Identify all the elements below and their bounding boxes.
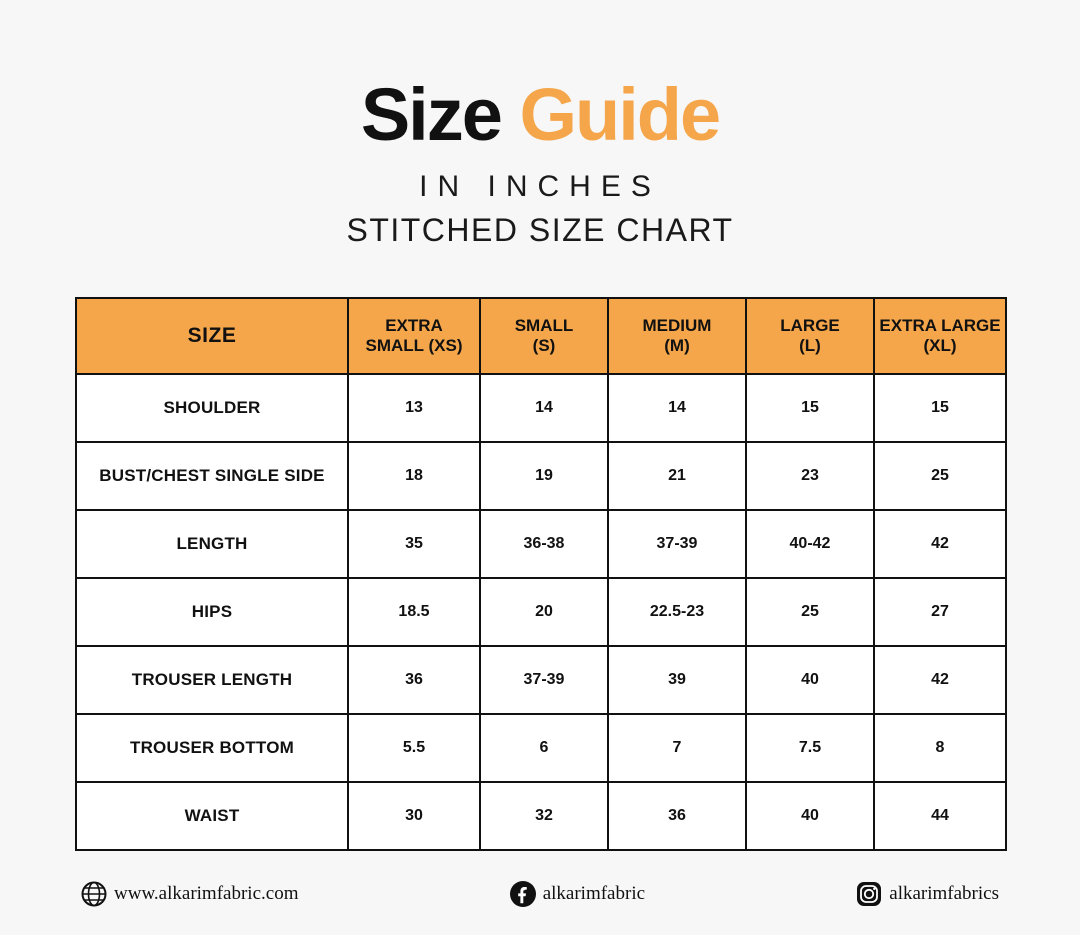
- page-title: [0, 73, 1080, 156]
- cell-length-m: 37-39: [608, 510, 746, 578]
- instagram-icon: [856, 881, 882, 907]
- cell-trouser-bottom-s: 6: [480, 714, 608, 782]
- table-header-row: [76, 298, 1006, 374]
- cell-hips-xl: 27: [874, 578, 1006, 646]
- cell-hips-m: 22.5-23: [608, 578, 746, 646]
- cell-bust-m: 21: [608, 442, 746, 510]
- column-header-size: [76, 298, 348, 374]
- cell-shoulder-xl: 15: [874, 374, 1006, 442]
- column-header-m: [608, 298, 746, 374]
- footer-website[interactable]: [81, 881, 298, 907]
- cell-trouser-length-l: 40: [746, 646, 874, 714]
- table-row: [76, 510, 1006, 578]
- footer-facebook-text: alkarimfabric: [542, 883, 646, 904]
- column-header-s: [480, 298, 608, 374]
- cell-length-xl: 42: [874, 510, 1006, 578]
- footer-facebook[interactable]: [510, 881, 645, 907]
- cell-length-l: 40-42: [746, 510, 874, 578]
- cell-waist-m: 36: [608, 782, 746, 850]
- title-word-guide: Guide: [519, 73, 720, 156]
- cell-hips-xs: 18.5: [348, 578, 480, 646]
- cell-trouser-length-xs: 36: [348, 646, 480, 714]
- row-label-trouser-length: TROUSER LENGTH: [76, 646, 348, 714]
- row-label-hips: HIPS: [76, 578, 348, 646]
- size-table-body: [76, 374, 1006, 850]
- cell-shoulder-s: 14: [480, 374, 608, 442]
- cell-length-xs: 35: [348, 510, 480, 578]
- table-row: [76, 442, 1006, 510]
- subtitle-chart-type: STITCHED SIZE CHART: [346, 212, 734, 248]
- cell-waist-xl: 44: [874, 782, 1006, 850]
- column-header-s-line-1: SMALL: [514, 316, 574, 336]
- row-label-shoulder: SHOULDER: [76, 374, 348, 442]
- column-header-xs-line-1: EXTRA: [385, 316, 443, 336]
- row-label-bust-chest: BUST/CHEST SINGLE SIDE: [76, 442, 348, 510]
- cell-length-s: 36-38: [480, 510, 608, 578]
- cell-hips-s: 20: [480, 578, 608, 646]
- cell-trouser-length-s: 37-39: [480, 646, 608, 714]
- cell-shoulder-m: 14: [608, 374, 746, 442]
- subtitle-units: IN INCHES: [419, 170, 661, 203]
- footer-contacts: [75, 881, 1005, 907]
- cell-trouser-length-m: 39: [608, 646, 746, 714]
- column-header-l: [746, 298, 874, 374]
- cell-trouser-bottom-m: 7: [608, 714, 746, 782]
- column-header-m-line-2: (M): [664, 336, 690, 355]
- cell-bust-l: 23: [746, 442, 874, 510]
- column-header-xs: [348, 298, 480, 374]
- cell-hips-l: 25: [746, 578, 874, 646]
- page-header: [0, 0, 1080, 249]
- table-row: [76, 714, 1006, 782]
- footer-website-text: www.alkarimfabric.com: [114, 883, 299, 904]
- cell-bust-xl: 25: [874, 442, 1006, 510]
- footer-instagram-text: alkarimfabrics: [889, 883, 999, 904]
- size-table-head: [76, 298, 1006, 374]
- globe-icon: [81, 881, 107, 907]
- cell-bust-s: 19: [480, 442, 608, 510]
- cell-shoulder-l: 15: [746, 374, 874, 442]
- cell-bust-xs: 18: [348, 442, 480, 510]
- row-label-trouser-bottom: TROUSER BOTTOM: [76, 714, 348, 782]
- row-label-waist: WAIST: [76, 782, 348, 850]
- column-header-s-line-2: (S): [532, 336, 556, 355]
- footer-instagram[interactable]: [856, 881, 999, 907]
- row-label-length: LENGTH: [76, 510, 348, 578]
- cell-trouser-bottom-l: 7.5: [746, 714, 874, 782]
- cell-waist-s: 32: [480, 782, 608, 850]
- table-row: [76, 374, 1006, 442]
- column-header-xl-line-1: EXTRA LARGE: [879, 316, 1001, 336]
- cell-waist-l: 40: [746, 782, 874, 850]
- cell-trouser-length-xl: 42: [874, 646, 1006, 714]
- table-row: [76, 646, 1006, 714]
- cell-waist-xs: 30: [348, 782, 480, 850]
- column-header-xl-line-2: (XL): [923, 336, 957, 355]
- column-header-l-line-2: (L): [799, 336, 821, 355]
- table-row: [76, 578, 1006, 646]
- column-header-xs-line-2: SMALL (XS): [365, 336, 463, 355]
- title-word-size: Size: [360, 73, 501, 156]
- size-table-container: [75, 297, 1005, 851]
- table-row: [76, 782, 1006, 850]
- column-header-m-line-1: MEDIUM: [642, 316, 712, 336]
- cell-trouser-bottom-xl: 8: [874, 714, 1006, 782]
- column-header-xl: [874, 298, 1006, 374]
- facebook-icon: [510, 881, 536, 907]
- column-header-l-line-1: LARGE: [780, 316, 840, 336]
- cell-shoulder-xs: 13: [348, 374, 480, 442]
- size-table: [75, 297, 1007, 851]
- cell-trouser-bottom-xs: 5.5: [348, 714, 480, 782]
- column-header-size-line-1: SIZE: [187, 323, 237, 347]
